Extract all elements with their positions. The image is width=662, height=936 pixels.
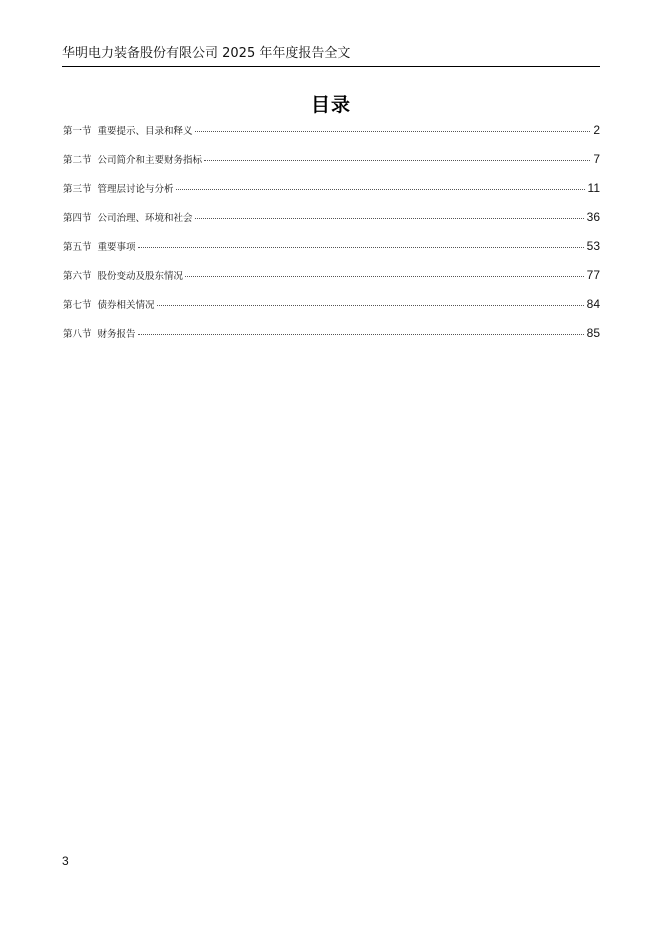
toc-page-number: 36 <box>586 210 600 224</box>
toc-entry-7[interactable] <box>63 296 600 325</box>
toc-section-name: 债券相关情况 <box>97 300 155 311</box>
toc-section-name: 财务报告 <box>97 329 136 340</box>
toc-section-number: 第七节 <box>63 300 92 311</box>
toc-section-number: 第一节 <box>63 126 92 137</box>
header-divider <box>62 66 600 67</box>
toc-dot-leader <box>157 305 584 306</box>
toc-title: 目录 <box>310 94 351 116</box>
toc-page-number: 85 <box>586 326 600 340</box>
toc-entry-8[interactable] <box>63 325 600 354</box>
toc-entry-1[interactable] <box>63 122 600 151</box>
toc-page-number: 7 <box>593 152 600 166</box>
toc-section-number: 第六节 <box>63 271 92 282</box>
toc-section-number: 第二节 <box>63 155 92 166</box>
toc-dot-leader <box>138 247 584 248</box>
toc-entry-6[interactable] <box>63 267 600 296</box>
toc-section-name: 管理层讨论与分析 <box>97 184 174 195</box>
toc-dot-leader <box>204 160 590 161</box>
toc-section-number: 第三节 <box>63 184 92 195</box>
toc-dot-leader <box>195 218 584 219</box>
toc-page-number: 11 <box>587 181 600 195</box>
toc-section-name: 公司简介和主要财务指标 <box>97 155 203 166</box>
toc-dot-leader <box>185 276 584 277</box>
toc-dot-leader <box>195 131 591 132</box>
page-number: 3 <box>62 854 69 868</box>
toc-section-number: 第五节 <box>63 242 92 253</box>
toc-entry-3[interactable] <box>63 180 600 209</box>
toc-section-number: 第八节 <box>63 329 92 340</box>
toc-entry-5[interactable] <box>63 238 600 267</box>
toc-section-name: 股份变动及股东情况 <box>97 271 184 282</box>
toc-section-name: 公司治理、环境和社会 <box>97 213 193 224</box>
toc-dot-leader <box>138 334 584 335</box>
toc-section-number: 第四节 <box>63 213 92 224</box>
toc-section-name: 重要事项 <box>97 242 136 253</box>
toc-page-number: 84 <box>586 297 600 311</box>
page-header-title: 华明电力装备股份有限公司 2025 年年度报告全文 <box>62 46 351 61</box>
toc-page-number: 53 <box>586 239 600 253</box>
toc-page-number: 77 <box>586 268 600 282</box>
toc-dot-leader <box>176 189 585 190</box>
table-of-contents <box>63 122 600 354</box>
toc-page-number: 2 <box>593 123 600 137</box>
toc-section-name: 重要提示、目录和释义 <box>97 126 193 137</box>
toc-entry-4[interactable] <box>63 209 600 238</box>
toc-entry-2[interactable] <box>63 151 600 180</box>
